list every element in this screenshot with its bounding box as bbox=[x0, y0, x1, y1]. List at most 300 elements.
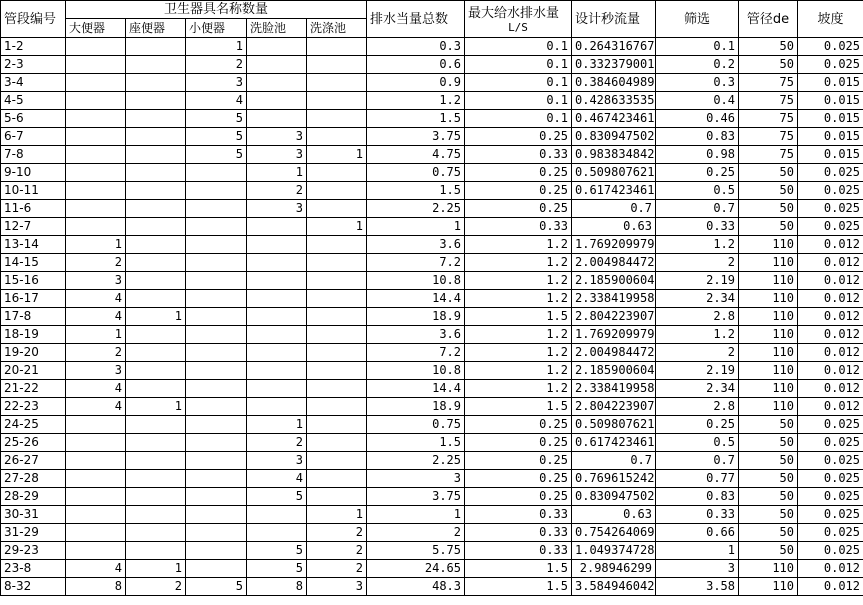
squat-toilet-cell[interactable] bbox=[66, 200, 126, 218]
washbasin-cell[interactable]: 5 bbox=[247, 488, 307, 506]
filtered-cell[interactable]: 0.5 bbox=[656, 434, 739, 452]
design-flow-cell[interactable]: 2.338419958 bbox=[572, 380, 656, 398]
seat-toilet-cell[interactable] bbox=[126, 542, 186, 560]
washbasin-cell[interactable] bbox=[247, 506, 307, 524]
urinal-cell[interactable]: 2 bbox=[186, 56, 247, 74]
slope-cell[interactable]: 0.025 bbox=[798, 452, 863, 470]
washbasin-cell[interactable]: 2 bbox=[247, 434, 307, 452]
max-flow-cell[interactable]: 0.33 bbox=[465, 146, 572, 164]
seat-toilet-cell[interactable] bbox=[126, 470, 186, 488]
design-flow-cell[interactable]: 2.98946299 bbox=[572, 560, 656, 578]
urinal-cell[interactable] bbox=[186, 290, 247, 308]
drainage-equiv-cell[interactable]: 0.9 bbox=[367, 74, 465, 92]
seat-toilet-cell[interactable] bbox=[126, 524, 186, 542]
squat-toilet-cell[interactable] bbox=[66, 74, 126, 92]
seat-toilet-cell[interactable] bbox=[126, 416, 186, 434]
slope-cell[interactable]: 0.025 bbox=[798, 488, 863, 506]
urinal-cell[interactable] bbox=[186, 236, 247, 254]
sink-cell[interactable]: 2 bbox=[307, 560, 367, 578]
header-fixture-washbasin[interactable]: 洗脸池 bbox=[247, 19, 307, 38]
max-flow-cell[interactable]: 1.5 bbox=[465, 398, 572, 416]
sink-cell[interactable] bbox=[307, 92, 367, 110]
washbasin-cell[interactable]: 1 bbox=[247, 164, 307, 182]
segment-cell[interactable]: 8-32 bbox=[1, 578, 66, 596]
slope-cell[interactable]: 0.015 bbox=[798, 110, 863, 128]
seat-toilet-cell[interactable]: 1 bbox=[126, 308, 186, 326]
washbasin-cell[interactable]: 5 bbox=[247, 542, 307, 560]
seat-toilet-cell[interactable] bbox=[126, 254, 186, 272]
filtered-cell[interactable]: 0.2 bbox=[656, 56, 739, 74]
sink-cell[interactable] bbox=[307, 236, 367, 254]
design-flow-cell[interactable]: 0.754264069 bbox=[572, 524, 656, 542]
diameter-cell[interactable]: 75 bbox=[739, 110, 798, 128]
max-flow-cell[interactable]: 0.25 bbox=[465, 200, 572, 218]
header-segment[interactable]: 管段编号 bbox=[1, 1, 66, 38]
diameter-cell[interactable]: 110 bbox=[739, 308, 798, 326]
filtered-cell[interactable]: 0.25 bbox=[656, 416, 739, 434]
segment-cell[interactable]: 4-5 bbox=[1, 92, 66, 110]
urinal-cell[interactable] bbox=[186, 344, 247, 362]
design-flow-cell[interactable]: 2.185900604 bbox=[572, 362, 656, 380]
filtered-cell[interactable]: 0.7 bbox=[656, 452, 739, 470]
filtered-cell[interactable]: 2.19 bbox=[656, 362, 739, 380]
urinal-cell[interactable]: 1 bbox=[186, 38, 247, 56]
diameter-cell[interactable]: 75 bbox=[739, 128, 798, 146]
slope-cell[interactable]: 0.012 bbox=[798, 560, 863, 578]
urinal-cell[interactable] bbox=[186, 416, 247, 434]
max-flow-cell[interactable]: 0.25 bbox=[465, 164, 572, 182]
sink-cell[interactable] bbox=[307, 38, 367, 56]
diameter-cell[interactable]: 50 bbox=[739, 524, 798, 542]
slope-cell[interactable]: 0.012 bbox=[798, 290, 863, 308]
urinal-cell[interactable] bbox=[186, 254, 247, 272]
segment-cell[interactable]: 16-17 bbox=[1, 290, 66, 308]
segment-cell[interactable]: 14-15 bbox=[1, 254, 66, 272]
slope-cell[interactable]: 0.025 bbox=[798, 470, 863, 488]
max-flow-cell[interactable]: 0.25 bbox=[465, 470, 572, 488]
seat-toilet-cell[interactable] bbox=[126, 272, 186, 290]
squat-toilet-cell[interactable] bbox=[66, 542, 126, 560]
sink-cell[interactable] bbox=[307, 362, 367, 380]
slope-cell[interactable]: 0.025 bbox=[798, 542, 863, 560]
washbasin-cell[interactable]: 5 bbox=[247, 560, 307, 578]
drainage-equiv-cell[interactable]: 1.5 bbox=[367, 182, 465, 200]
slope-cell[interactable]: 0.015 bbox=[798, 74, 863, 92]
segment-cell[interactable]: 24-25 bbox=[1, 416, 66, 434]
max-flow-cell[interactable]: 0.33 bbox=[465, 542, 572, 560]
sink-cell[interactable] bbox=[307, 290, 367, 308]
diameter-cell[interactable]: 110 bbox=[739, 398, 798, 416]
seat-toilet-cell[interactable] bbox=[126, 362, 186, 380]
urinal-cell[interactable]: 5 bbox=[186, 578, 247, 596]
design-flow-cell[interactable]: 1.769209979 bbox=[572, 326, 656, 344]
max-flow-cell[interactable]: 1.2 bbox=[465, 290, 572, 308]
diameter-cell[interactable]: 50 bbox=[739, 218, 798, 236]
design-flow-cell[interactable]: 2.338419958 bbox=[572, 290, 656, 308]
urinal-cell[interactable]: 4 bbox=[186, 92, 247, 110]
design-flow-cell[interactable]: 0.332379001 bbox=[572, 56, 656, 74]
sink-cell[interactable] bbox=[307, 128, 367, 146]
sink-cell[interactable] bbox=[307, 200, 367, 218]
squat-toilet-cell[interactable] bbox=[66, 416, 126, 434]
segment-cell[interactable]: 1-2 bbox=[1, 38, 66, 56]
design-flow-cell[interactable]: 0.769615242 bbox=[572, 470, 656, 488]
slope-cell[interactable]: 0.012 bbox=[798, 272, 863, 290]
header-design-flow[interactable]: 设计秒流量 bbox=[572, 1, 656, 38]
sink-cell[interactable] bbox=[307, 380, 367, 398]
max-flow-cell[interactable]: 1.2 bbox=[465, 344, 572, 362]
design-flow-cell[interactable]: 0.509807621 bbox=[572, 164, 656, 182]
filtered-cell[interactable]: 0.83 bbox=[656, 128, 739, 146]
squat-toilet-cell[interactable] bbox=[66, 110, 126, 128]
diameter-cell[interactable]: 50 bbox=[739, 56, 798, 74]
squat-toilet-cell[interactable] bbox=[66, 38, 126, 56]
max-flow-cell[interactable]: 1.2 bbox=[465, 236, 572, 254]
filtered-cell[interactable]: 2.19 bbox=[656, 272, 739, 290]
filtered-cell[interactable]: 0.5 bbox=[656, 182, 739, 200]
squat-toilet-cell[interactable] bbox=[66, 488, 126, 506]
sink-cell[interactable] bbox=[307, 182, 367, 200]
seat-toilet-cell[interactable] bbox=[126, 56, 186, 74]
header-diameter[interactable]: 管径de bbox=[739, 1, 798, 38]
washbasin-cell[interactable]: 2 bbox=[247, 182, 307, 200]
design-flow-cell[interactable]: 0.617423461 bbox=[572, 182, 656, 200]
drainage-equiv-cell[interactable]: 2.25 bbox=[367, 452, 465, 470]
seat-toilet-cell[interactable] bbox=[126, 128, 186, 146]
drainage-equiv-cell[interactable]: 0.3 bbox=[367, 38, 465, 56]
filtered-cell[interactable]: 0.33 bbox=[656, 506, 739, 524]
max-flow-cell[interactable]: 1.2 bbox=[465, 254, 572, 272]
seat-toilet-cell[interactable]: 1 bbox=[126, 398, 186, 416]
urinal-cell[interactable] bbox=[186, 200, 247, 218]
drainage-equiv-cell[interactable]: 7.2 bbox=[367, 254, 465, 272]
max-flow-cell[interactable]: 0.25 bbox=[465, 182, 572, 200]
sink-cell[interactable] bbox=[307, 56, 367, 74]
seat-toilet-cell[interactable] bbox=[126, 200, 186, 218]
diameter-cell[interactable]: 50 bbox=[739, 416, 798, 434]
washbasin-cell[interactable]: 1 bbox=[247, 416, 307, 434]
washbasin-cell[interactable] bbox=[247, 524, 307, 542]
squat-toilet-cell[interactable]: 2 bbox=[66, 254, 126, 272]
diameter-cell[interactable]: 50 bbox=[739, 506, 798, 524]
filtered-cell[interactable]: 2.8 bbox=[656, 308, 739, 326]
diameter-cell[interactable]: 110 bbox=[739, 344, 798, 362]
washbasin-cell[interactable] bbox=[247, 272, 307, 290]
design-flow-cell[interactable]: 2.004984472 bbox=[572, 344, 656, 362]
slope-cell[interactable]: 0.012 bbox=[798, 326, 863, 344]
sink-cell[interactable]: 2 bbox=[307, 524, 367, 542]
design-flow-cell[interactable]: 1.049374728 bbox=[572, 542, 656, 560]
drainage-equiv-cell[interactable]: 3.75 bbox=[367, 488, 465, 506]
filtered-cell[interactable]: 2.34 bbox=[656, 290, 739, 308]
drainage-equiv-cell[interactable]: 1.2 bbox=[367, 92, 465, 110]
segment-cell[interactable]: 15-16 bbox=[1, 272, 66, 290]
squat-toilet-cell[interactable]: 4 bbox=[66, 560, 126, 578]
diameter-cell[interactable]: 75 bbox=[739, 74, 798, 92]
header-max-flow[interactable] bbox=[465, 1, 572, 38]
filtered-cell[interactable]: 0.33 bbox=[656, 218, 739, 236]
sink-cell[interactable] bbox=[307, 110, 367, 128]
max-flow-cell[interactable]: 0.25 bbox=[465, 488, 572, 506]
segment-cell[interactable]: 20-21 bbox=[1, 362, 66, 380]
design-flow-cell[interactable]: 0.63 bbox=[572, 506, 656, 524]
washbasin-cell[interactable] bbox=[247, 362, 307, 380]
design-flow-cell[interactable]: 0.7 bbox=[572, 452, 656, 470]
sink-cell[interactable]: 1 bbox=[307, 218, 367, 236]
urinal-cell[interactable] bbox=[186, 452, 247, 470]
design-flow-cell[interactable]: 0.830947502 bbox=[572, 488, 656, 506]
slope-cell[interactable]: 0.015 bbox=[798, 92, 863, 110]
filtered-cell[interactable]: 2 bbox=[656, 344, 739, 362]
sink-cell[interactable] bbox=[307, 272, 367, 290]
squat-toilet-cell[interactable]: 3 bbox=[66, 272, 126, 290]
segment-cell[interactable]: 3-4 bbox=[1, 74, 66, 92]
drainage-equiv-cell[interactable]: 0.6 bbox=[367, 56, 465, 74]
washbasin-cell[interactable] bbox=[247, 92, 307, 110]
design-flow-cell[interactable]: 2.185900604 bbox=[572, 272, 656, 290]
design-flow-cell[interactable]: 0.264316767 bbox=[572, 38, 656, 56]
filtered-cell[interactable]: 0.66 bbox=[656, 524, 739, 542]
segment-cell[interactable]: 5-6 bbox=[1, 110, 66, 128]
segment-cell[interactable]: 22-23 bbox=[1, 398, 66, 416]
drainage-equiv-cell[interactable]: 1 bbox=[367, 218, 465, 236]
filtered-cell[interactable]: 0.3 bbox=[656, 74, 739, 92]
segment-cell[interactable]: 10-11 bbox=[1, 182, 66, 200]
squat-toilet-cell[interactable]: 4 bbox=[66, 290, 126, 308]
slope-cell[interactable]: 0.012 bbox=[798, 344, 863, 362]
urinal-cell[interactable] bbox=[186, 542, 247, 560]
seat-toilet-cell[interactable] bbox=[126, 452, 186, 470]
drainage-equiv-cell[interactable]: 2.25 bbox=[367, 200, 465, 218]
washbasin-cell[interactable] bbox=[247, 344, 307, 362]
diameter-cell[interactable]: 110 bbox=[739, 560, 798, 578]
urinal-cell[interactable] bbox=[186, 434, 247, 452]
squat-toilet-cell[interactable] bbox=[66, 452, 126, 470]
filtered-cell[interactable]: 0.7 bbox=[656, 200, 739, 218]
washbasin-cell[interactable] bbox=[247, 56, 307, 74]
sink-cell[interactable] bbox=[307, 326, 367, 344]
washbasin-cell[interactable]: 3 bbox=[247, 128, 307, 146]
drainage-equiv-cell[interactable]: 48.3 bbox=[367, 578, 465, 596]
max-flow-cell[interactable]: 1.5 bbox=[465, 578, 572, 596]
squat-toilet-cell[interactable]: 4 bbox=[66, 398, 126, 416]
slope-cell[interactable]: 0.015 bbox=[798, 128, 863, 146]
urinal-cell[interactable]: 5 bbox=[186, 146, 247, 164]
max-flow-cell[interactable]: 0.1 bbox=[465, 38, 572, 56]
sink-cell[interactable] bbox=[307, 398, 367, 416]
segment-cell[interactable]: 29-23 bbox=[1, 542, 66, 560]
sink-cell[interactable]: 1 bbox=[307, 146, 367, 164]
diameter-cell[interactable]: 50 bbox=[739, 38, 798, 56]
filtered-cell[interactable]: 3 bbox=[656, 560, 739, 578]
slope-cell[interactable]: 0.012 bbox=[798, 362, 863, 380]
washbasin-cell[interactable] bbox=[247, 236, 307, 254]
squat-toilet-cell[interactable] bbox=[66, 92, 126, 110]
squat-toilet-cell[interactable]: 1 bbox=[66, 236, 126, 254]
sink-cell[interactable] bbox=[307, 308, 367, 326]
sink-cell[interactable]: 1 bbox=[307, 506, 367, 524]
diameter-cell[interactable]: 110 bbox=[739, 380, 798, 398]
segment-cell[interactable]: 17-8 bbox=[1, 308, 66, 326]
washbasin-cell[interactable]: 3 bbox=[247, 146, 307, 164]
max-flow-cell[interactable]: 0.1 bbox=[465, 92, 572, 110]
design-flow-cell[interactable]: 3.584946042 bbox=[572, 578, 656, 596]
drainage-equiv-cell[interactable]: 1.5 bbox=[367, 434, 465, 452]
urinal-cell[interactable] bbox=[186, 326, 247, 344]
drainage-equiv-cell[interactable]: 18.9 bbox=[367, 398, 465, 416]
sink-cell[interactable] bbox=[307, 74, 367, 92]
segment-cell[interactable]: 9-10 bbox=[1, 164, 66, 182]
header-fixture-urinal[interactable]: 小便器 bbox=[186, 19, 247, 38]
segment-cell[interactable]: 27-28 bbox=[1, 470, 66, 488]
drainage-equiv-cell[interactable]: 1.5 bbox=[367, 110, 465, 128]
segment-cell[interactable]: 31-29 bbox=[1, 524, 66, 542]
drainage-equiv-cell[interactable]: 3.75 bbox=[367, 128, 465, 146]
squat-toilet-cell[interactable] bbox=[66, 506, 126, 524]
slope-cell[interactable]: 0.025 bbox=[798, 56, 863, 74]
max-flow-cell[interactable]: 0.25 bbox=[465, 128, 572, 146]
max-flow-cell[interactable]: 1.2 bbox=[465, 362, 572, 380]
slope-cell[interactable]: 0.025 bbox=[798, 524, 863, 542]
header-fixture-seat-toilet[interactable]: 座便器 bbox=[126, 19, 186, 38]
design-flow-cell[interactable]: 0.830947502 bbox=[572, 128, 656, 146]
diameter-cell[interactable]: 110 bbox=[739, 254, 798, 272]
filtered-cell[interactable]: 1.2 bbox=[656, 326, 739, 344]
urinal-cell[interactable] bbox=[186, 380, 247, 398]
seat-toilet-cell[interactable] bbox=[126, 182, 186, 200]
drainage-equiv-cell[interactable]: 0.75 bbox=[367, 416, 465, 434]
seat-toilet-cell[interactable]: 1 bbox=[126, 560, 186, 578]
max-flow-cell[interactable]: 0.25 bbox=[465, 452, 572, 470]
seat-toilet-cell[interactable] bbox=[126, 488, 186, 506]
max-flow-cell[interactable]: 1.5 bbox=[465, 308, 572, 326]
urinal-cell[interactable] bbox=[186, 470, 247, 488]
urinal-cell[interactable] bbox=[186, 488, 247, 506]
urinal-cell[interactable] bbox=[186, 524, 247, 542]
drainage-equiv-cell[interactable]: 14.4 bbox=[367, 290, 465, 308]
squat-toilet-cell[interactable] bbox=[66, 524, 126, 542]
seat-toilet-cell[interactable]: 2 bbox=[126, 578, 186, 596]
diameter-cell[interactable]: 110 bbox=[739, 236, 798, 254]
design-flow-cell[interactable]: 0.63 bbox=[572, 218, 656, 236]
design-flow-cell[interactable]: 2.004984472 bbox=[572, 254, 656, 272]
washbasin-cell[interactable]: 8 bbox=[247, 578, 307, 596]
header-fixture-sink[interactable]: 洗涤池 bbox=[307, 19, 367, 38]
sink-cell[interactable]: 2 bbox=[307, 542, 367, 560]
sink-cell[interactable] bbox=[307, 488, 367, 506]
sink-cell[interactable] bbox=[307, 416, 367, 434]
diameter-cell[interactable]: 75 bbox=[739, 92, 798, 110]
filtered-cell[interactable]: 0.77 bbox=[656, 470, 739, 488]
urinal-cell[interactable]: 3 bbox=[186, 74, 247, 92]
design-flow-cell[interactable]: 2.804223907 bbox=[572, 308, 656, 326]
segment-cell[interactable]: 28-29 bbox=[1, 488, 66, 506]
drainage-equiv-cell[interactable]: 10.8 bbox=[367, 272, 465, 290]
squat-toilet-cell[interactable] bbox=[66, 470, 126, 488]
seat-toilet-cell[interactable] bbox=[126, 434, 186, 452]
design-flow-cell[interactable]: 2.804223907 bbox=[572, 398, 656, 416]
squat-toilet-cell[interactable] bbox=[66, 164, 126, 182]
drainage-equiv-cell[interactable]: 4.75 bbox=[367, 146, 465, 164]
seat-toilet-cell[interactable] bbox=[126, 110, 186, 128]
filtered-cell[interactable]: 2.34 bbox=[656, 380, 739, 398]
max-flow-cell[interactable]: 0.25 bbox=[465, 434, 572, 452]
sink-cell[interactable] bbox=[307, 470, 367, 488]
segment-cell[interactable]: 30-31 bbox=[1, 506, 66, 524]
slope-cell[interactable]: 0.012 bbox=[798, 254, 863, 272]
squat-toilet-cell[interactable] bbox=[66, 182, 126, 200]
seat-toilet-cell[interactable] bbox=[126, 146, 186, 164]
urinal-cell[interactable]: 5 bbox=[186, 110, 247, 128]
seat-toilet-cell[interactable] bbox=[126, 380, 186, 398]
sink-cell[interactable] bbox=[307, 452, 367, 470]
header-slope[interactable]: 坡度 bbox=[798, 1, 863, 38]
slope-cell[interactable]: 0.012 bbox=[798, 398, 863, 416]
max-flow-cell[interactable]: 1.5 bbox=[465, 560, 572, 578]
design-flow-cell[interactable]: 0.467423461 bbox=[572, 110, 656, 128]
washbasin-cell[interactable] bbox=[247, 290, 307, 308]
slope-cell[interactable]: 0.012 bbox=[798, 380, 863, 398]
slope-cell[interactable]: 0.025 bbox=[798, 218, 863, 236]
urinal-cell[interactable] bbox=[186, 398, 247, 416]
segment-cell[interactable]: 7-8 bbox=[1, 146, 66, 164]
segment-cell[interactable]: 12-7 bbox=[1, 218, 66, 236]
washbasin-cell[interactable]: 3 bbox=[247, 200, 307, 218]
header-fixtures-group[interactable]: 卫生器具名称数量 bbox=[66, 1, 367, 19]
slope-cell[interactable]: 0.025 bbox=[798, 182, 863, 200]
slope-cell[interactable]: 0.012 bbox=[798, 578, 863, 596]
seat-toilet-cell[interactable] bbox=[126, 218, 186, 236]
seat-toilet-cell[interactable] bbox=[126, 290, 186, 308]
washbasin-cell[interactable] bbox=[247, 254, 307, 272]
slope-cell[interactable]: 0.025 bbox=[798, 38, 863, 56]
squat-toilet-cell[interactable] bbox=[66, 434, 126, 452]
diameter-cell[interactable]: 110 bbox=[739, 326, 798, 344]
filtered-cell[interactable]: 2 bbox=[656, 254, 739, 272]
drainage-equiv-cell[interactable]: 5.75 bbox=[367, 542, 465, 560]
diameter-cell[interactable]: 110 bbox=[739, 362, 798, 380]
squat-toilet-cell[interactable]: 4 bbox=[66, 380, 126, 398]
drainage-equiv-cell[interactable]: 2 bbox=[367, 524, 465, 542]
max-flow-cell[interactable]: 0.33 bbox=[465, 506, 572, 524]
slope-cell[interactable]: 0.025 bbox=[798, 506, 863, 524]
diameter-cell[interactable]: 50 bbox=[739, 182, 798, 200]
diameter-cell[interactable]: 50 bbox=[739, 452, 798, 470]
diameter-cell[interactable]: 110 bbox=[739, 272, 798, 290]
drainage-equiv-cell[interactable]: 18.9 bbox=[367, 308, 465, 326]
design-flow-cell[interactable]: 0.983834842 bbox=[572, 146, 656, 164]
segment-cell[interactable]: 25-26 bbox=[1, 434, 66, 452]
header-drainage-equiv[interactable]: 排水当量总数 bbox=[367, 1, 465, 38]
diameter-cell[interactable]: 110 bbox=[739, 578, 798, 596]
urinal-cell[interactable] bbox=[186, 164, 247, 182]
seat-toilet-cell[interactable] bbox=[126, 92, 186, 110]
max-flow-cell[interactable]: 1.2 bbox=[465, 272, 572, 290]
design-flow-cell[interactable]: 1.769209979 bbox=[572, 236, 656, 254]
design-flow-cell[interactable]: 0.7 bbox=[572, 200, 656, 218]
filtered-cell[interactable]: 0.25 bbox=[656, 164, 739, 182]
slope-cell[interactable]: 0.025 bbox=[798, 200, 863, 218]
seat-toilet-cell[interactable] bbox=[126, 74, 186, 92]
filtered-cell[interactable]: 3.58 bbox=[656, 578, 739, 596]
segment-cell[interactable]: 26-27 bbox=[1, 452, 66, 470]
drainage-equiv-cell[interactable]: 24.65 bbox=[367, 560, 465, 578]
segment-cell[interactable]: 13-14 bbox=[1, 236, 66, 254]
washbasin-cell[interactable] bbox=[247, 218, 307, 236]
squat-toilet-cell[interactable] bbox=[66, 218, 126, 236]
segment-cell[interactable]: 2-3 bbox=[1, 56, 66, 74]
diameter-cell[interactable]: 50 bbox=[739, 488, 798, 506]
